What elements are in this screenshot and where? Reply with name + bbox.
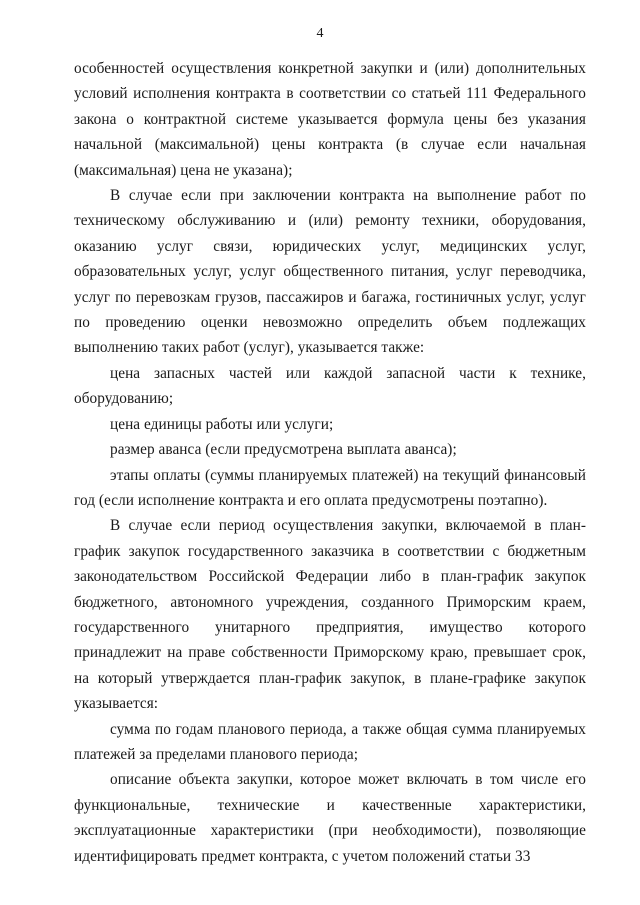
list-item: этапы оплаты (суммы планируемых платежей) на текущий финансовый год (если исполнение контракта и его оплата предусмотрены поэтапно).	[74, 466, 586, 509]
paragraph: особенностей осуществления конкретной закупки и (или) дополнительных условий исполнения контракта в соответствии со статьей 111 Федерального закона о контрактной системе указывается формула цены без указания начальной (максимальной) цены контракта (в случае если начальная (максимальная) цена не указана);	[74, 60, 586, 179]
paragraph: В случае если при заключении контракта на выполнение работ по техническому обслуживанию и (или) ремонту техники, оборудования, оказанию услуг связи, юридических услуг, медицинских услуг, образовательных услуг, услуг общественного питания, услуг переводчика, услуг по перевозкам грузов, пассажиров и багажа, гостиничных услуг, услуг по проведению оценки невозможно определить объем подлежащих выполнению таких работ (услуг), указывается также:	[74, 187, 586, 357]
list-item: описание объекта закупки, которое может включать в том числе его функциональные, технические и качественные характеристики, эксплуатационные характеристики (при необходимости), позволяющие идентифицировать предмет контракта, с учетом положений статьи 33	[74, 771, 586, 865]
document-body	[74, 56, 586, 869]
paragraph: В случае если период осуществления закупки, включаемой в план-график закупок государственного заказчика в соответствии с бюджетным законодательством Российской Федерации либо в план-график закупок бюджетного, автономного учреждения, созданного Приморским краем, государственного унитарного предприятия, имущество которого принадлежит на праве собственности Приморскому краю, превышает срок, на который утверждается план-график закупок, в плане-графике закупок указывается:	[74, 517, 586, 713]
list-item: цена запасных частей или каждой запасной части к технике, оборудованию;	[74, 364, 586, 408]
page-number: 4	[316, 26, 324, 41]
list-item: размер аванса (если предусмотрена выплата аванса);	[110, 441, 457, 459]
list-item: сумма по годам планового периода, а также общая сумма планируемых платежей за пределами планового периода;	[74, 720, 586, 763]
list-item: цена единицы работы или услуги;	[110, 415, 334, 433]
